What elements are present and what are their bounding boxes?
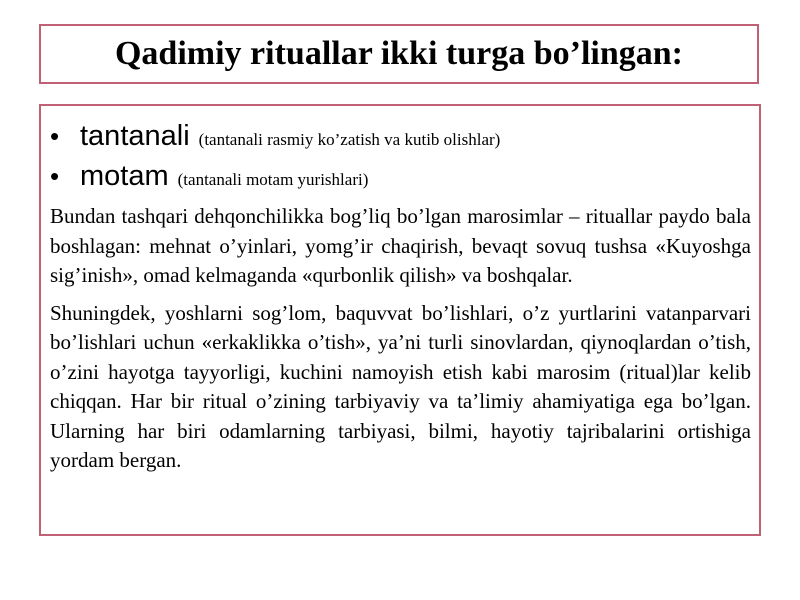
bullet-item-tantanali (50, 116, 751, 156)
bullet-item-motam (50, 156, 751, 196)
bullet-term: tantanali (80, 120, 190, 152)
bullet-note: (tantanali motam yurishlari) (177, 170, 369, 189)
bullet-note: (tantanali rasmiy ko’zatish va kutib olishlar) (198, 130, 501, 149)
bullet-term: motam (80, 160, 169, 192)
title-box (39, 24, 759, 84)
paragraph-rituals: Bundan tashqari dehqonchilikka bog’liq bo’lgan marosimlar – rituallar paydo bala boshlagan: mehnat o’yinlari, yomg’ir chaqirish, bevaqt sovuq tushsa «Kuyoshga sig’inish», omad kelmaganda «qurbonlik qilish» va boshqalar. (50, 204, 751, 287)
bullet-icon: • (50, 121, 60, 151)
content-box (39, 104, 761, 536)
slide-title: Qadimiy rituallar ikki turga bo’lingan: (114, 35, 683, 72)
paragraph-youth: Shuningdek, yoshlarni sog’lom, baquvvat bo’lishlari, o’z yurtlarini vatanparvari bo’lishlari uchun «erkaklikka o’tish», ya’ni turli sinovlardan, qiynoqlardan o’tish, o’zini hayotga tayyorligi, kuchini namoyish etish kabi marosim (ritual)lar kelib chiqqan. Har bir ritual o’zining tarbiyaviy va ta’limiy ahamiyatiga ega bo’lgan. Ularning har biri odamlarning tarbiyasi, bilmi, hayotiy tajribalarini ortishiga yordam bergan. (50, 300, 751, 472)
bullet-icon: • (50, 161, 60, 191)
